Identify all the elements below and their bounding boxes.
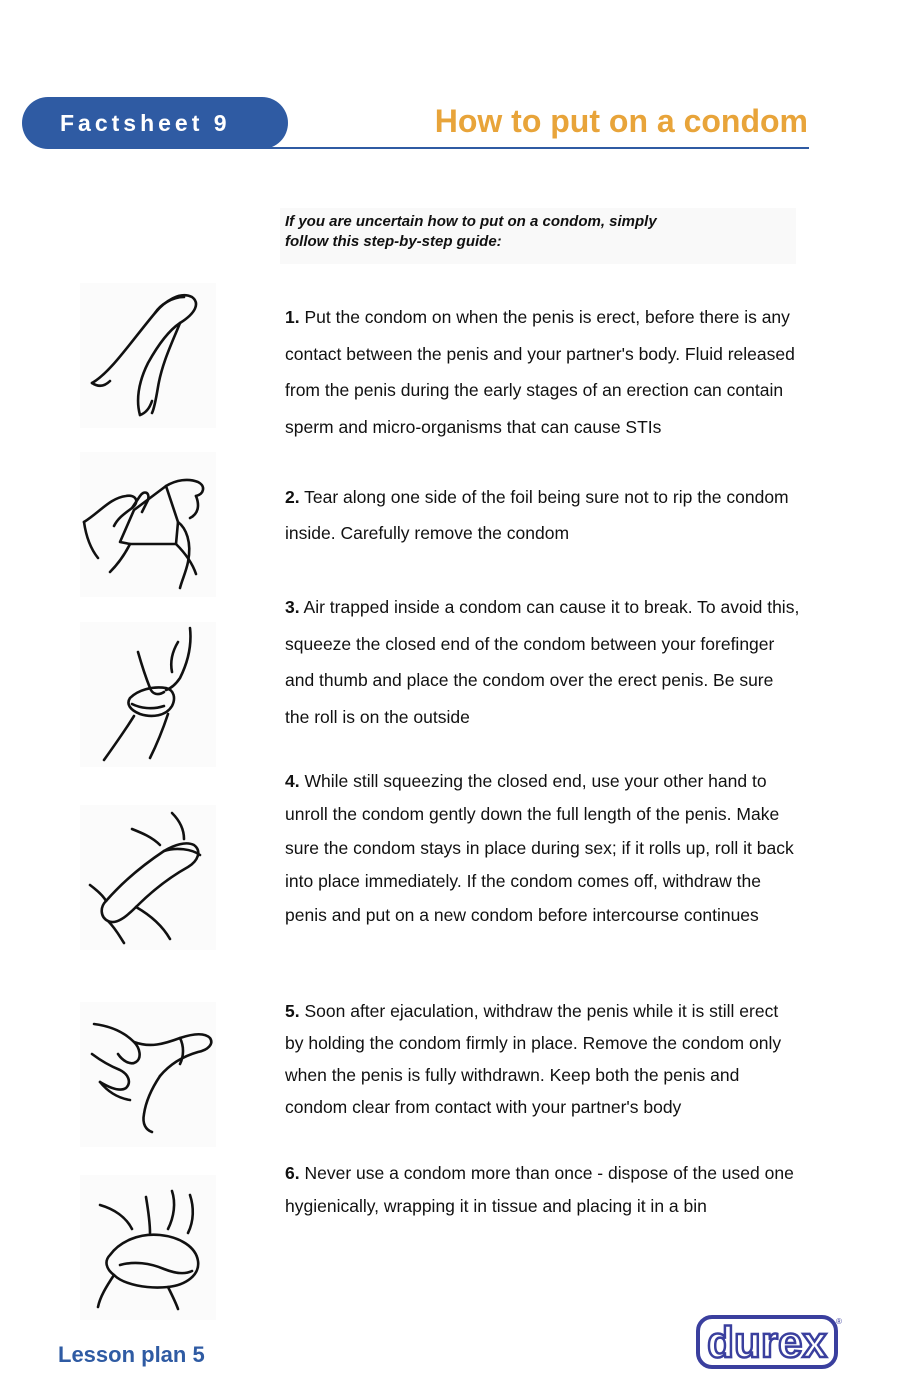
unrolling-condom-icon bbox=[80, 805, 216, 950]
step-5-text: Soon after ejaculation, withdraw the penis while it is still erect by holding the condom firmly in place. Remove the condom only when the penis is fully withdrawn. Keep both the penis and condom clear from contact with your partner's body bbox=[285, 1001, 782, 1117]
step-2 bbox=[285, 479, 800, 551]
step-1-number: 1. bbox=[285, 307, 300, 327]
step-2-text: Tear along one side of the foil being sure not to rip the condom inside. Carefully remove the condom bbox=[285, 487, 789, 543]
step-5 bbox=[285, 995, 800, 1123]
step-3-text: Air trapped inside a condom can cause it to break. To avoid this, squeeze the closed end of the condom between your forefinger and thumb and place the condom over the erect penis. Be sure the roll is on the outside bbox=[285, 597, 800, 728]
step-5-illustration bbox=[80, 1002, 216, 1147]
step-1 bbox=[285, 299, 800, 446]
intro-line-1: If you are uncertain how to put on a condom, simply bbox=[285, 213, 657, 230]
step-2-number: 2. bbox=[285, 487, 300, 507]
step-6-number: 6. bbox=[285, 1163, 300, 1183]
step-4 bbox=[285, 765, 800, 932]
step-6-illustration bbox=[80, 1175, 216, 1320]
step-1-illustration bbox=[80, 283, 216, 428]
factsheet-label: Factsheet 9 bbox=[60, 110, 231, 136]
step-3-number: 3. bbox=[285, 597, 300, 617]
lesson-plan-label: Lesson plan 5 bbox=[58, 1342, 205, 1367]
wrapping-in-tissue-icon bbox=[80, 1175, 216, 1320]
step-4-number: 4. bbox=[285, 771, 300, 791]
holding-condom-withdraw-icon bbox=[80, 1002, 216, 1147]
step-5-number: 5. bbox=[285, 1001, 300, 1021]
erect-penis-outline-icon bbox=[80, 283, 216, 428]
header-rule bbox=[140, 147, 809, 149]
step-2-illustration bbox=[80, 452, 216, 597]
placing-condom-icon bbox=[80, 622, 216, 767]
durex-logo bbox=[695, 1314, 843, 1370]
step-4-illustration bbox=[80, 805, 216, 950]
factsheet-badge bbox=[22, 97, 288, 149]
step-3-illustration bbox=[80, 622, 216, 767]
durex-logo-icon bbox=[695, 1314, 843, 1370]
intro-box bbox=[280, 208, 796, 264]
step-6 bbox=[285, 1157, 800, 1223]
step-6-text: Never use a condom more than once - dispose of the used one hygienically, wrapping it in tissue and placing it in a bin bbox=[285, 1163, 794, 1216]
step-4-text: While still squeezing the closed end, use your other hand to unroll the condom gently down the full length of the penis. Make sure the condom stays in place during sex; if it rolls up, roll it back into place immediately. If the condom comes off, withdraw the penis and put on a new condom before intercourse continues bbox=[285, 771, 794, 925]
page-title: How to put on a condom bbox=[434, 103, 808, 139]
intro-line-2: follow this step-by-step guide: bbox=[285, 233, 502, 250]
step-1-text: Put the condom on when the penis is erect, before there is any contact between the penis and your partner's body. Fluid released from the penis during the early stages of an erection can contain sperm and micro-organisms that can cause STIs bbox=[285, 307, 795, 438]
step-3 bbox=[285, 589, 800, 736]
registered-mark: ® bbox=[836, 1317, 842, 1326]
durex-logo-text: durex bbox=[707, 1318, 827, 1367]
hands-tearing-foil-icon bbox=[80, 452, 216, 597]
